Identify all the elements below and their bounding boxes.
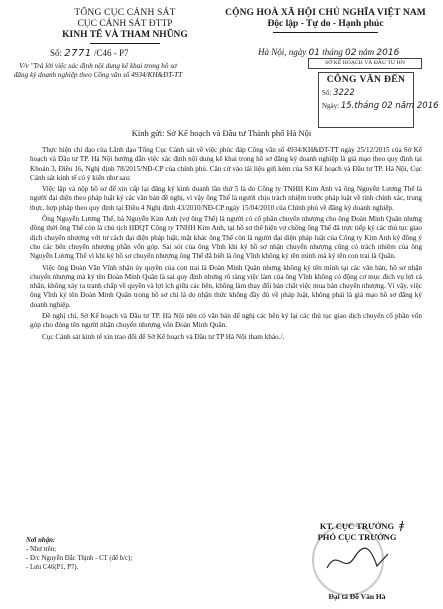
signature-line-2: PHÓ CỤC TRƯỞNG	[317, 532, 397, 542]
handwritten-signature	[322, 540, 392, 580]
paragraph: Cục Cảnh sát kinh tế xin trao đổi để Sở Kế hoạch và Đầu tư TP Hà Nội tham khảo./.	[42, 332, 285, 341]
recipient-item: - Như trên;	[26, 546, 57, 553]
recipient-item: - Lưu C46(P1, P7).	[26, 564, 79, 571]
doc-no-suffix: /C46 - P7	[93, 48, 129, 58]
receiving-agency-stamp: SỞ KẾ HOẠCH VÀ ĐẦU TƯ HN	[308, 58, 422, 69]
date-year: 2016	[376, 48, 400, 58]
stamp-number-row	[322, 88, 410, 98]
agency-underline	[90, 43, 160, 44]
stamp-title: CÔNG VĂN ĐẾN	[326, 75, 406, 85]
doc-no-handwritten: 2771	[64, 48, 92, 59]
signer-name: Đại tá Đỗ Văn Hà	[328, 592, 386, 601]
stamp-number-label: Số:	[322, 89, 332, 97]
document-subject: V/v "Trả lời việc xác định nội dung kê khai trong hồ sơ đăng ký doanh nghiệp theo Công văn số 4934/KH&ĐT-TT	[13, 62, 183, 79]
national-header	[218, 8, 433, 33]
stamp-number-value: 3222	[333, 88, 355, 98]
agency-line-3: KINH TẾ VÀ THAM NHŨNG	[62, 30, 188, 40]
greeting: Kính gửi: Sở Kế hoạch và Đầu tư Thành phố Hà Nội	[131, 128, 312, 138]
date-month-word: tháng	[322, 47, 343, 57]
date-month: 02	[344, 48, 357, 58]
handwritten-initial: ǂ	[399, 519, 405, 532]
doc-no-prefix: Số:	[50, 48, 63, 58]
letter-body	[30, 146, 422, 344]
date-year-word: năm	[358, 47, 375, 57]
motto: Độc lập - Tự do - Hạnh phúc	[267, 19, 384, 29]
issuing-agency-block	[30, 8, 220, 44]
paragraph: Đề nghị chỉ, Sở Kế hoạch và Đầu tư TP. Hà Nội nên có văn bản để nghị các bên ký lại các thủ tục giao dịch chuyển cổ phần vốn góp cho đúng tên người nhận chuyển nhượng vốn Đoàn Minh Quân.	[30, 312, 422, 330]
recipients-title: Nơi nhận:	[26, 537, 56, 544]
stamp-date-value: 15.tháng 02 năm 2016	[340, 101, 439, 111]
paragraph: Thực hiện chỉ đạo của Lãnh đạo Tổng Cục Cảnh sát về việc phúc đáp Công văn số 4934/KH&ĐT-TT ngày 25/12/2015 của Sở Kế hoạch và Đầu tư TP. Hà Nội hướng dẫn việc xác định nội dung kê khai trong hồ sơ đăng ký doanh nghiệp là giả mạo theo quy định tại Khoản 3, Điều 16, Nghị định 78/2015/NĐ-CP của chính phủ. Căn cứ vào tài liệu gửi kèm của Sở Kế hoạch và Đầu tư TP. Hà Nội, Cục Cảnh sát kinh tế có ý kiến như sau:	[30, 146, 422, 182]
date-line	[258, 47, 399, 58]
recipients-block	[26, 536, 166, 572]
paragraph: Việc lập và nộp hồ sơ để xin cấp lại đăng ký kinh doanh lần thứ 5 là do Công ty TNHH Kim Anh và ông Nguyễn Lương Thế là người đại diện theo pháp luật ký các văn bản đề nghị, vì vậy ông Thế là người chịu trách nhiệm trước pháp luật về tính chính xác, trung thực, hợp pháp theo quy định tại Điều 4 Nghị định 43/2010/NĐ-CP ngày 15/04/2010 của Chính phủ về đăng ký doanh nghiệp.	[30, 185, 422, 212]
motto-underline	[273, 32, 378, 33]
nation-title: CỘNG HOÀ XÃ HỘI CHỦ NGHĨA VIỆT NAM	[225, 8, 426, 18]
paragraph: Việc ông Đoàn Văn Vĩnh nhận ủy quyền của con trai là Đoàn Minh Quân nhưng không ký tên mình tại các văn bản, hồ sơ nhận chuyển nhượng mà ký tên Đoàn Minh Quân là sai quy định nhưng rõ ràng việc làm của ông Vĩnh không có động cơ mục đích vụ lợi cá nhân, không xảy ra tranh chấp về quyền và lợi ích giữa các bên, không làm thay đổi bản chất việc mua bán chuyển nhượng. Vì vậy, việc ông Vĩnh ký tên Đoàn Minh Quân trong hồ sơ chỉ là do nhận thức không đầy đủ về pháp luật, không phải là giả mạo hồ sơ đăng ký doanh nghiệp.	[30, 263, 422, 309]
stamp-date-label: Ngày:	[322, 102, 340, 110]
recipient-item: - Đ/c Nguyễn Đắc Thịnh - CT (để b/c);	[26, 555, 133, 562]
signature-line-1: KT. CỤC TRƯỞNG	[319, 521, 395, 531]
document-number	[50, 48, 128, 59]
agency-line-1: TỔNG CỤC CẢNH SÁT	[74, 8, 176, 18]
agency-line-2: CỤC CẢNH SÁT ĐTTP	[77, 19, 173, 29]
date-day: 01	[308, 48, 320, 58]
date-prefix: Hà Nội, ngày	[258, 47, 307, 57]
incoming-document-stamp	[318, 72, 439, 128]
stamp-date-row	[322, 101, 439, 111]
paragraph: Ông Nguyễn Lương Thế, bà Nguyễn Kim Anh (vợ ông Thế) là người có cổ phần chuyển nhượng cho ông Đoàn Minh Quân nhưng đồng thời ông Thế còn là chủ tịch HĐQT Công ty TNHH Kim Anh, tại hồ sơ thể hiện vợ chồng ông Thế đã trực tiếp ký các thủ tục giao dịch chuyển nhượng với tư cách đại diện pháp luật, mặt khác ông Thế còn là người đại diện pháp luật của Công ty Kim Anh ký đồng ý cho các bên chuyển nhượng phần vốn góp. Sai sót của ông Vĩnh khi ký hồ sơ nhận chuyển nhượng cũng có trách nhiệm của ông Nguyễn Lương Thế vì khi ký hồ sơ chuyển nhượng ông Thế đã biết là ông Vĩnh không ký tên mình mà ký tên con trai là Quân.	[30, 215, 422, 261]
